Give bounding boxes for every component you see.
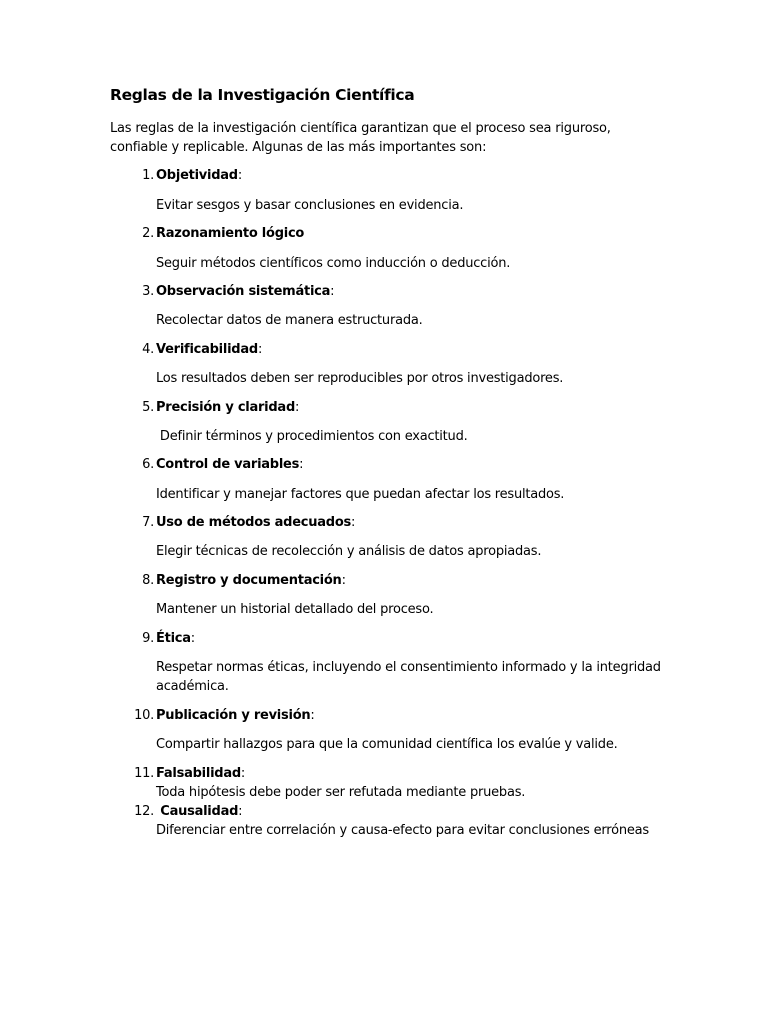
- intro-paragraph: Las reglas de la investigación científica garantizan que el proceso sea riguroso, confiable y replicable. Algunas de las más importantes son:: [110, 121, 611, 155]
- rule-description: Diferenciar entre correlación y causa-efecto para evitar conclusiones erróneas: [156, 823, 649, 838]
- rule-name: Registro y documentación: [156, 573, 342, 588]
- rule-name: Publicación y revisión: [156, 708, 311, 723]
- rule-description: Toda hipótesis debe poder ser refutada mediante pruebas.: [156, 785, 526, 800]
- rule-name: Razonamiento lógico: [156, 226, 305, 241]
- rule-number: 4.: [142, 342, 154, 357]
- rule-number: 8.: [142, 573, 154, 588]
- rule-name: Objetividad: [156, 168, 238, 183]
- rule-suffix: :: [341, 573, 346, 588]
- rule-description: Respetar normas éticas, incluyendo el consentimiento informado y la integridad académica.: [156, 660, 661, 694]
- rule-number: 2.: [142, 226, 154, 241]
- rule-description: Evitar sesgos y basar conclusiones en evidencia.: [156, 198, 464, 213]
- rule-name: Falsabilidad: [156, 766, 241, 781]
- rule-description: Seguir métodos científicos como inducción o deducción.: [156, 256, 511, 271]
- rule-description: Identificar y manejar factores que puedan afectar los resultados.: [156, 487, 565, 502]
- rule-number: 7.: [142, 515, 154, 530]
- rule-description: Definir términos y procedimientos con exactitud.: [156, 429, 468, 444]
- rule-number: 12.: [134, 804, 154, 819]
- rule-description: Elegir técnicas de recolección y análisis de datos apropiadas.: [156, 544, 542, 559]
- rule-number: 6.: [142, 457, 154, 472]
- rule-name: Verificabilidad: [156, 342, 258, 357]
- rule-name: Observación sistemática: [156, 284, 331, 299]
- rule-description: Compartir hallazgos para que la comunidad científica los evalúe y valide.: [156, 737, 618, 752]
- rule-suffix: :: [238, 804, 243, 819]
- rule-name: Control de variables: [156, 457, 300, 472]
- rule-suffix: :: [310, 708, 315, 723]
- rule-description: Recolectar datos de manera estructurada.: [156, 313, 423, 328]
- rule-name: Causalidad: [156, 804, 239, 819]
- rule-description: Mantener un historial detallado del proceso.: [156, 602, 434, 617]
- rule-suffix: :: [240, 766, 246, 781]
- rule-suffix: :: [237, 168, 243, 183]
- rule-suffix: :: [295, 400, 300, 415]
- rule-suffix: :: [190, 631, 195, 646]
- rule-number: 9.: [142, 631, 154, 646]
- rule-description: Los resultados deben ser reproducibles por otros investigadores.: [156, 371, 564, 386]
- rule-suffix: :: [299, 457, 304, 472]
- document-title: Reglas de la Investigación Científica: [110, 86, 415, 104]
- rule-suffix: :: [257, 342, 263, 357]
- rule-name: Uso de métodos adecuados: [156, 515, 352, 530]
- rule-number: 11.: [134, 766, 154, 781]
- rule-suffix: :: [351, 515, 356, 530]
- rule-number: 1.: [142, 168, 154, 183]
- rule-name: Ética: [156, 631, 191, 646]
- rule-number: 3.: [142, 284, 154, 299]
- rule-name: Precisión y claridad: [156, 400, 296, 415]
- rule-suffix: :: [330, 284, 335, 299]
- rule-number: 10.: [134, 708, 154, 723]
- rule-number: 5.: [142, 400, 154, 415]
